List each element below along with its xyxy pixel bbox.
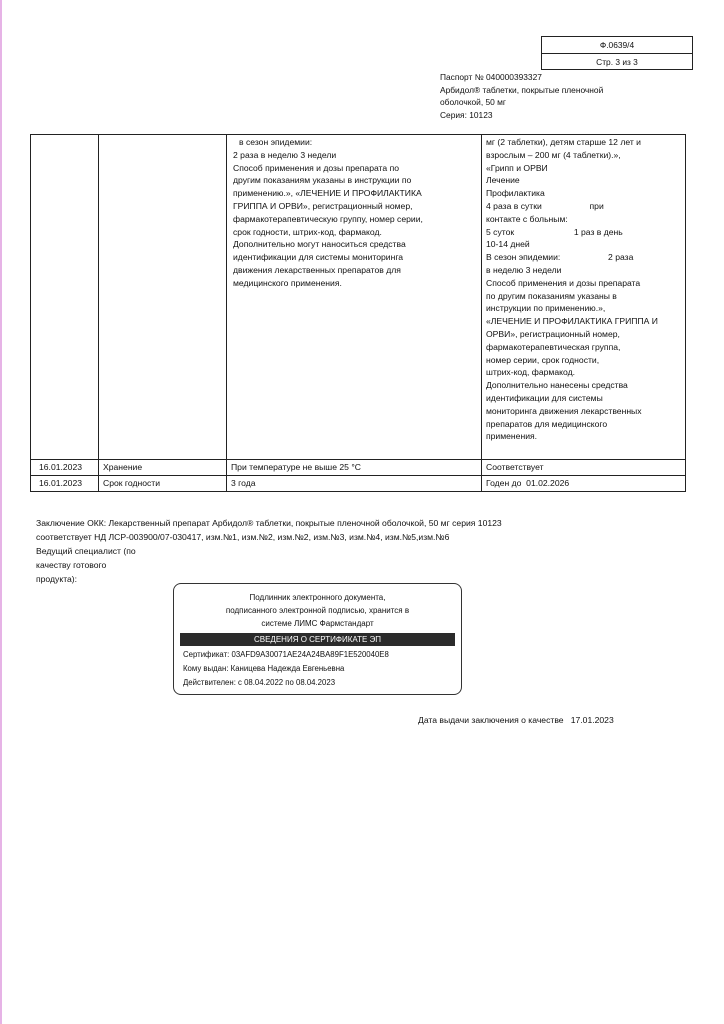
certificate-id: Сертификат: 03AFD9A30071AE24A24BA89F1E520040E8 xyxy=(183,650,389,659)
date-cell xyxy=(31,135,99,460)
form-code: Ф.0639/4 xyxy=(542,37,692,54)
certificate-owner: Кому выдан: Каницева Надежда Евгеньевна xyxy=(183,664,345,674)
stamp-header-line: подписанного электронной подписью, хранится в xyxy=(225,606,410,615)
lead-specialist-line: продукта): xyxy=(36,573,78,584)
passport-number: Паспорт № 040000393327 xyxy=(440,72,542,82)
req-line: Дополнительно могут наноситься средства xyxy=(233,239,406,250)
req-line: Способ применения и дозы препарата по xyxy=(233,162,400,173)
result-line: «Грипп и ОРВИ xyxy=(486,162,548,173)
result-line: В сезон эпидемии: 2 раза xyxy=(486,252,634,263)
requirement-cell: При температуре не выше 25 °С xyxy=(227,460,482,476)
lead-specialist-line: качеству готового xyxy=(36,559,107,570)
req-line: 2 раза в неделю 3 недели xyxy=(233,149,337,160)
param-cell xyxy=(99,135,227,460)
result-line: 4 раза в сутки при xyxy=(486,200,604,211)
conclusion-line2: соответствует НД ЛСР-003900/07-030417, изм.№1, изм.№2, изм.№2, изм.№3, изм.№4, изм.№5,изм.№6 xyxy=(36,531,450,542)
result-line: мг (2 таблетки), детям старше 12 лет и xyxy=(486,137,641,147)
result-line: Профилактика xyxy=(486,188,545,199)
qc-conclusion xyxy=(36,517,502,544)
product-name-line2: оболочкой, 50 мг xyxy=(440,97,506,108)
certificate-validity: Действителен: с 08.04.2022 по 08.04.2023 xyxy=(183,678,336,688)
result-line: в неделю 3 недели xyxy=(486,264,562,275)
param-cell: Хранение xyxy=(99,460,227,476)
req-line: срок годности, штрих-код, фармакод. xyxy=(233,226,382,237)
lead-specialist xyxy=(36,545,136,586)
req-line: применению.», «ЛЕЧЕНИЕ И ПРОФИЛАКТИКА xyxy=(233,188,422,199)
req-line: фармакотерапевтическую группу, номер серии, xyxy=(233,213,423,224)
param-cell: Срок годности xyxy=(99,475,227,491)
requirement-cell xyxy=(227,135,482,460)
result-line: «ЛЕЧЕНИЕ И ПРОФИЛАКТИКА ГРИППА И xyxy=(486,316,658,327)
page-number: Стр. 3 из 3 xyxy=(596,57,638,67)
result-line: Дополнительно нанесены средства xyxy=(486,380,628,391)
requirement-cell: 3 года xyxy=(227,475,482,491)
result-line: ОРВИ», регистрационный номер, xyxy=(486,328,620,339)
result-line: 10-14 дней xyxy=(486,239,530,250)
result-line: 5 суток 1 раз в день xyxy=(486,226,623,237)
e-signature-stamp xyxy=(173,583,462,695)
result-line: по другим показаниям указаны в xyxy=(486,290,617,301)
certificate-details xyxy=(183,648,389,691)
form-code-box xyxy=(541,36,693,70)
result-cell: Годен до 01.02.2026 xyxy=(482,475,686,491)
result-line: Лечение xyxy=(486,175,520,186)
page-edge-mark xyxy=(0,0,2,1024)
date-cell: 16.01.2023 xyxy=(31,460,99,476)
product-name-line1: Арбидол® таблетки, покрытые пленочной xyxy=(440,84,604,95)
req-line: движения лекарственных препаратов для xyxy=(233,264,401,275)
batch-number: Серия: 10123 xyxy=(440,109,493,120)
conclusion-line1: Заключение ОКК: Лекарственный препарат Арбидол® таблетки, покрытые пленочной оболочкой, 50 мг серия 10123 xyxy=(36,518,502,528)
result-line: мониторинга движения лекарственных xyxy=(486,405,642,416)
quality-table xyxy=(30,134,686,492)
issue-date: Дата выдачи заключения о качестве 17.01.2023 xyxy=(418,715,614,725)
result-line: Способ применения и дозы препарата xyxy=(486,277,641,288)
table-row xyxy=(31,460,686,476)
date-cell: 16.01.2023 xyxy=(31,475,99,491)
lead-specialist-line: Ведущий специалист (по xyxy=(36,546,136,556)
req-line: медицинского применения. xyxy=(233,277,342,288)
passport-info xyxy=(440,71,603,121)
req-line: в сезон эпидемии: xyxy=(239,137,313,147)
table-row xyxy=(31,475,686,491)
result-line: препаратов для медицинского xyxy=(486,418,608,429)
req-line: идентификации для системы мониторинга xyxy=(233,252,404,263)
stamp-header-line: Подлинник электронного документа, xyxy=(249,593,386,602)
table-row xyxy=(31,135,686,460)
result-line: применения. xyxy=(486,431,538,442)
stamp-header-line: системе ЛИМС Фармстандарт xyxy=(261,619,374,628)
result-line: штрих-код, фармакод. xyxy=(486,367,575,378)
result-line: фармакотерапевтическая группа, xyxy=(486,341,621,352)
result-line: номер серии, срок годности, xyxy=(486,354,600,365)
result-cell: Соответствует xyxy=(482,460,686,476)
req-line: ГРИППА И ОРВИ», регистрационный номер, xyxy=(233,200,413,211)
stamp-header xyxy=(174,584,461,630)
result-line: взрослым – 200 мг (4 таблетки).», xyxy=(486,149,621,160)
certificate-bar: СВЕДЕНИЯ О СЕРТИФИКАТЕ ЭП xyxy=(180,633,455,646)
req-line: другим показаниям указаны в инструкции по xyxy=(233,175,412,186)
result-line: инструкции по применению.», xyxy=(486,303,606,314)
result-cell xyxy=(482,135,686,460)
result-line: контакте с больным: xyxy=(486,213,568,224)
result-line: идентификации для системы xyxy=(486,392,603,403)
